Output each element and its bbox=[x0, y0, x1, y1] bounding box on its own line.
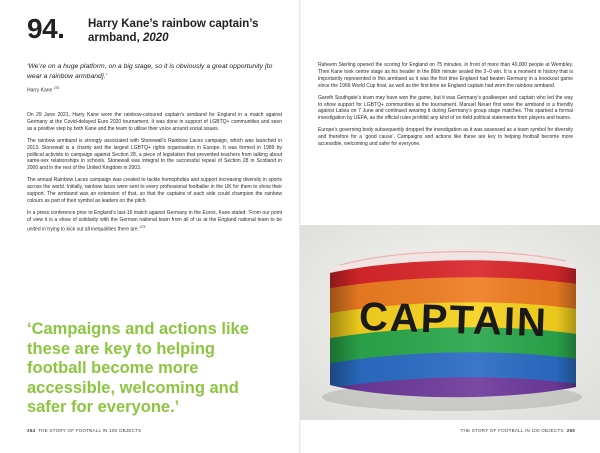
right-footer-title: THE STORY OF FOOTBALL IN 100 OBJECTS bbox=[460, 428, 564, 433]
pull-quote: ‘Campaigns and actions like these are key to helping football become more accessible, welcoming and safer for everyone.’ bbox=[27, 320, 249, 416]
left-body-column bbox=[27, 112, 282, 238]
right-paragraph: Europe’s governing body subsequently dropped the investigation as it was assessed as a team symbol for diversity and therefore for a ‘good cause’. Campaigns and actions like these are key to helping football become more accessible, welcoming and safer for everyone. bbox=[318, 127, 573, 148]
left-page-number: 254 bbox=[27, 428, 36, 433]
left-paragraph: On 29 June 2021, Harry Kane wore the rainbow-coloured captain’s armband for England in a match against Germany at the Covid-delayed Euro 2020 tournament. It was done in support of LGBTQ+ communities and seen as a positive step by both Kane and the team to utilise their voice around social issues. bbox=[27, 112, 282, 132]
attribution-name: Harry Kane bbox=[27, 87, 53, 94]
right-page bbox=[300, 0, 600, 453]
left-paragraph-text: In a press conference prior to England’s last-16 match against Germany in the Euros, Kane stated: ‘From our point of view it is a show of solidarity with the German national team from all of us at the England national team to be united in trying to kick out all inequalities there are.’ bbox=[27, 209, 282, 233]
left-footer bbox=[27, 428, 141, 433]
quote-attribution bbox=[27, 86, 59, 94]
object-title bbox=[88, 17, 288, 45]
armband-captain-label: CAPTAIN bbox=[358, 294, 549, 346]
left-paragraph-ref: 279 bbox=[140, 224, 146, 229]
attribution-ref: 278 bbox=[53, 86, 60, 90]
left-paragraph-last bbox=[27, 210, 282, 233]
rainbow-armband-image bbox=[300, 225, 600, 420]
object-number: 94. bbox=[27, 13, 65, 44]
right-body-column bbox=[318, 62, 573, 153]
opening-quote: ‘We’re on a huge platform, on a big stage, so it is obviously a great opportunity [to wear a rainbow armband].’ bbox=[27, 63, 273, 80]
left-paragraph: The annual Rainbow Laces campaign was created to tackle homophobia and support increasing diversity in sports across the world. Initially, rainbow laces were sent to every professional footballer in the UK for them to show their support. The armband was an extension of that, so that the captains of each side could champion the rainbow colours as part of their symbol as leaders on the pitch. bbox=[27, 177, 282, 204]
right-page-number: 255 bbox=[566, 428, 575, 433]
left-paragraph: The rainbow armband is strongly associated with Stonewall’s Rainbow Laces campaign, which was launched in 2013. Stonewall is a charity and the largest LGBTQ+ rights organisation in Europe. It was formed in 1989 by political activists to campaign against Section 28, a piece of legislation that prevented teachers from talking about same-sex relationships in schools. Stonewall was integral to the successful repeal of Section 28 in Scotland in 2000 and in the rest of the United Kingdom in 2003. bbox=[27, 137, 282, 172]
right-footer bbox=[461, 428, 576, 433]
left-footer-title: THE STORY OF FOOTBALL IN 100 OBJECTS bbox=[38, 428, 142, 433]
right-paragraph: Raheem Sterling opened the scoring for England on 75 minutes, in front of more than 40,000 people at Wembley. Then Kane took centre stage as his header in the 86th minute sealed the 2–0 win. It is a moment in history that is importantly represented in this armband as it was the first time England had beaten Germany in a knockout game since the 1966 World Cup final, as well as the first time an England captain had worn the rainbow armband. bbox=[318, 62, 573, 89]
armband-photo bbox=[300, 225, 600, 420]
object-title-main: Harry Kane’s rainbow captain’s armband, bbox=[88, 18, 259, 44]
object-title-year: 2020 bbox=[142, 32, 169, 44]
right-paragraph: Gareth Southgate’s team may have won the game, but it was Germany’s goalkeeper and captain who led the way to show support for LGBTQ+ communities at the tournament. Manuel Neuer first wore the armband in a friendly against Latvia on 7 June and continued wearing it during Germany’s group stage matches. This sparked a formal investigation by UEFA, as the official rules prohibit any kind of on-field political statements from players and teams. bbox=[318, 94, 573, 122]
